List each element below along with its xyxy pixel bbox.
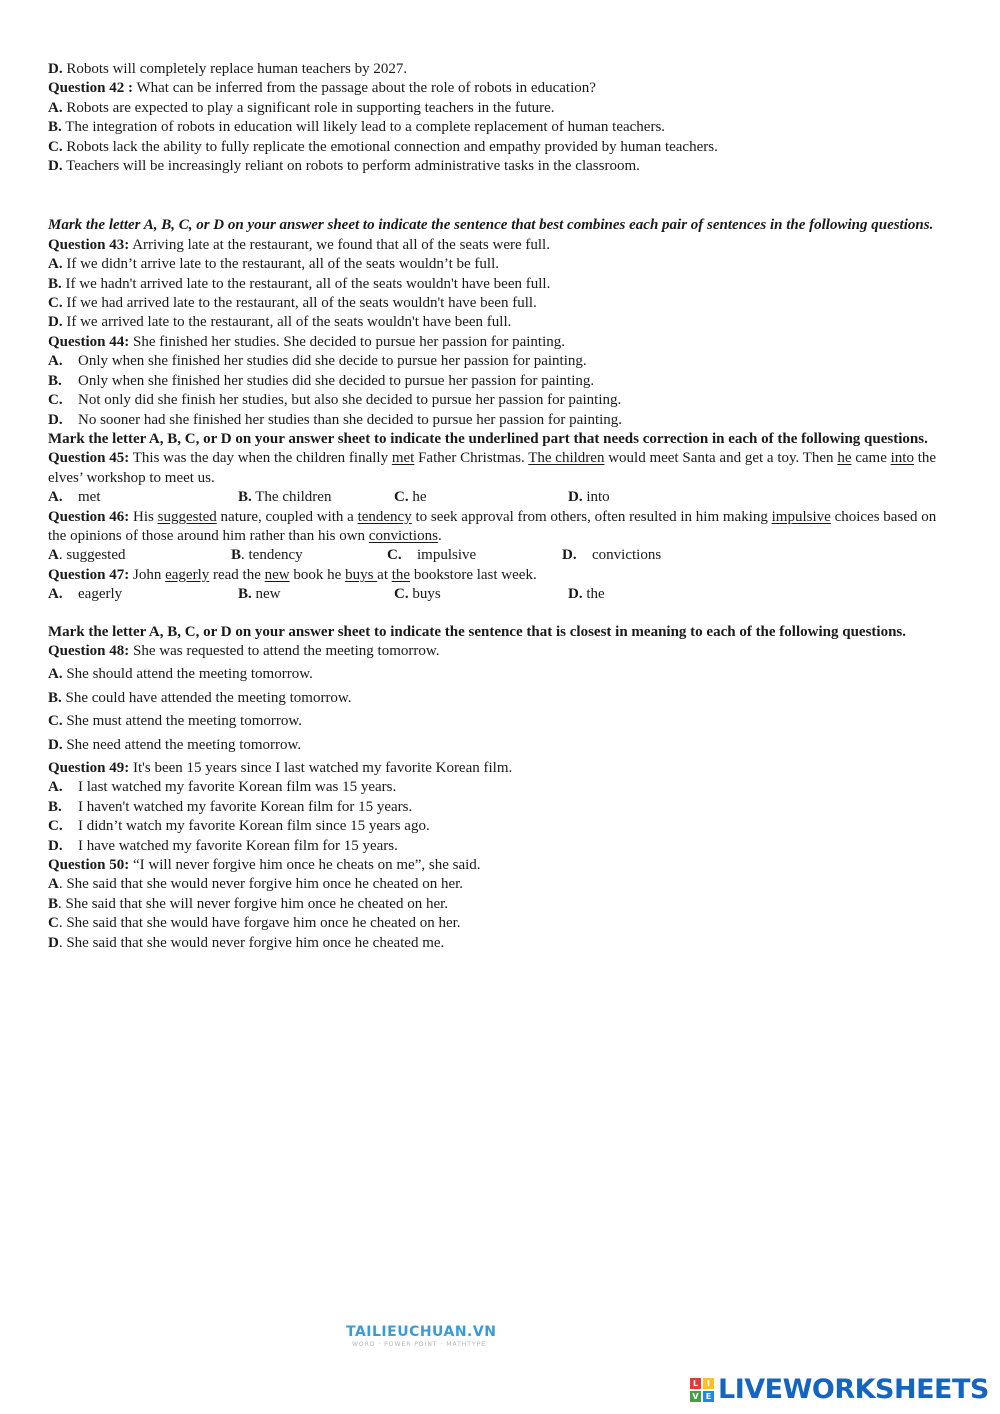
cube-v: V <box>690 1391 701 1402</box>
q42-option-c[interactable]: C. Robots lack the ability to fully replicate the emotional connection and empathy provided by human teachers. <box>48 138 718 155</box>
q45-options <box>48 488 953 507</box>
worksheet-page <box>48 60 953 953</box>
q47-option-a[interactable]: A. eagerly <box>48 586 123 603</box>
q47-option-b[interactable]: B. new <box>238 586 281 603</box>
q44-option-d[interactable]: D. No sooner had she finished her studies than she decided to pursue her passion for painting. <box>48 411 623 428</box>
q46-options <box>48 546 953 565</box>
section-instruction-error: Mark the letter A, B, C, or D on your answer sheet to indicate the underlined part that needs correction in each of the following questions. <box>48 430 928 447</box>
q42-stem: Question 42 : What can be inferred from the passage about the role of robots in education? <box>48 80 596 97</box>
q46-underline-impulsive: impulsive <box>771 508 831 525</box>
q45-underline-he: he <box>837 450 852 467</box>
q46-underline-convictions: convictions <box>368 527 438 544</box>
section-instruction-combine: Mark the letter A, B, C, or D on your answer sheet to indicate the sentence that best combines each pair of sentences in the following questions. <box>48 217 934 234</box>
q44-option-c[interactable]: C. Not only did she finish her studies, but also she decided to pursue her passion for painting. <box>48 392 622 409</box>
q45-option-c[interactable]: C. he <box>394 489 427 506</box>
cube-e: E <box>703 1391 714 1402</box>
q47-options <box>48 585 953 604</box>
q43-option-b[interactable]: B. If we hadn't arrived late to the restaurant, all of the seats wouldn't have been full. <box>48 275 551 292</box>
q46-stem: Question 46: His suggested nature, coupled with a tendency to seek approval from others, often resulted in him making impulsive choices based on the opinions of those around him rather than his own convictions. <box>48 508 937 544</box>
q45-underline-met: met <box>391 450 415 467</box>
q44-option-a[interactable]: A. Only when she finished her studies did she decide to pursue her passion for painting. <box>48 353 587 370</box>
q45-option-a[interactable]: A. met <box>48 489 101 506</box>
q41-option-d: D. Robots will completely replace human teachers by 2027. <box>48 61 408 77</box>
q45-underline-the-children: The children <box>528 450 605 467</box>
q45-stem: Question 45: This was the day when the children finally met Father Christmas. The children would meet Santa and get a toy. Then he came into the elves’ workshop to meet us. <box>48 450 937 486</box>
q43-stem: Question 43: Arriving late at the restaurant, we found that all of the seats were full. <box>48 236 550 253</box>
q46-option-a[interactable]: A. suggested <box>48 547 126 564</box>
q44-option-b[interactable]: B. Only when she finished her studies did she decided to pursue her passion for painting. <box>48 372 595 389</box>
q45-option-d[interactable]: D. into <box>568 489 610 506</box>
q47-underline-eagerly: eagerly <box>165 566 210 583</box>
tailieuchuan-logo: TAILIEUCHUAN.VN <box>346 1324 497 1340</box>
q47-underline-the: the <box>391 566 411 583</box>
liveworksheets-logo <box>690 1374 989 1405</box>
q48-option-d[interactable]: D. She need attend the meeting tomorrow. <box>48 736 302 753</box>
cube-l: L <box>690 1378 701 1389</box>
q44-stem: Question 44: She finished her studies. She decided to pursue her passion for painting. <box>48 333 566 350</box>
q42-option-a[interactable]: A. Robots are expected to play a significant role in supporting teachers in the future. <box>48 99 555 116</box>
q43-option-d[interactable]: D. If we arrived late to the restaurant, all of the seats wouldn't have been full. <box>48 314 512 331</box>
cube-i: I <box>703 1378 714 1389</box>
q49-option-a[interactable]: A. I last watched my favorite Korean film was 15 years. <box>48 779 397 796</box>
q45-underline-into: into <box>890 450 914 467</box>
q47-option-c[interactable]: C. buys <box>394 586 441 603</box>
q50-stem: Question 50: “I will never forgive him once he cheats on me”, she said. <box>48 857 481 874</box>
q47-stem: Question 47: John eagerly read the new book he buys at the bookstore last week. <box>48 566 537 583</box>
q50-option-b[interactable]: B. She said that she will never forgive him once he cheated on her. <box>48 895 449 912</box>
q43-option-c[interactable]: C. If we had arrived late to the restaurant, all of the seats wouldn't have been full. <box>48 295 537 312</box>
section-instruction-meaning: Mark the letter A, B, C, or D on your answer sheet to indicate the sentence that is closest in meaning to each of the following questions. <box>48 623 907 640</box>
q48-stem: Question 48: She was requested to attend the meeting tomorrow. <box>48 642 440 659</box>
q49-option-b[interactable]: B. I haven't watched my favorite Korean film for 15 years. <box>48 798 413 815</box>
q46-underline-tendency: tendency <box>357 508 412 525</box>
q45-option-b[interactable]: B. The children <box>238 489 332 506</box>
q47-underline-buys: buys <box>345 566 378 583</box>
q42-option-d[interactable]: D. Teachers will be increasingly reliant on robots to perform administrative tasks in the classroom. <box>48 158 640 175</box>
q48-option-a[interactable]: A. She should attend the meeting tomorrow. <box>48 666 313 683</box>
live-cubes-icon <box>690 1378 714 1402</box>
q47-option-d[interactable]: D. the <box>568 586 605 603</box>
q46-option-d[interactable]: D. convictions <box>562 547 662 564</box>
q47-underline-new: new <box>264 566 290 583</box>
q46-underline-suggested: suggested <box>157 508 217 525</box>
q42-option-b[interactable]: B. The integration of robots in education will likely lead to a complete replacement of human teachers. <box>48 119 666 136</box>
q50-option-c[interactable]: C. She said that she would have forgave him once he cheated on her. <box>48 915 461 932</box>
q49-option-c[interactable]: C. I didn’t watch my favorite Korean film since 15 years ago. <box>48 818 430 835</box>
q48-option-b[interactable]: B. She could have attended the meeting tomorrow. <box>48 689 352 706</box>
q48-option-c[interactable]: C. She must attend the meeting tomorrow. <box>48 713 302 730</box>
q43-option-a[interactable]: A. If we didn’t arrive late to the restaurant, all of the seats wouldn’t be full. <box>48 256 499 273</box>
q49-stem: Question 49: It's been 15 years since I last watched my favorite Korean film. <box>48 760 513 776</box>
tailieuchuan-tagline: WORD · POWER POINT · MATHTYPE <box>352 1341 487 1348</box>
q46-option-c[interactable]: C. impulsive <box>387 547 477 564</box>
liveworksheets-wordmark: LIVEWORKSHEETS <box>718 1374 989 1405</box>
q49-option-d[interactable]: D. I have watched my favorite Korean film for 15 years. <box>48 837 398 854</box>
q50-option-d[interactable]: D. She said that she would never forgive him once he cheated me. <box>48 934 445 951</box>
q50-option-a[interactable]: A. She said that she would never forgive him once he cheated on her. <box>48 876 464 893</box>
q46-option-b[interactable]: B. tendency <box>231 547 303 564</box>
